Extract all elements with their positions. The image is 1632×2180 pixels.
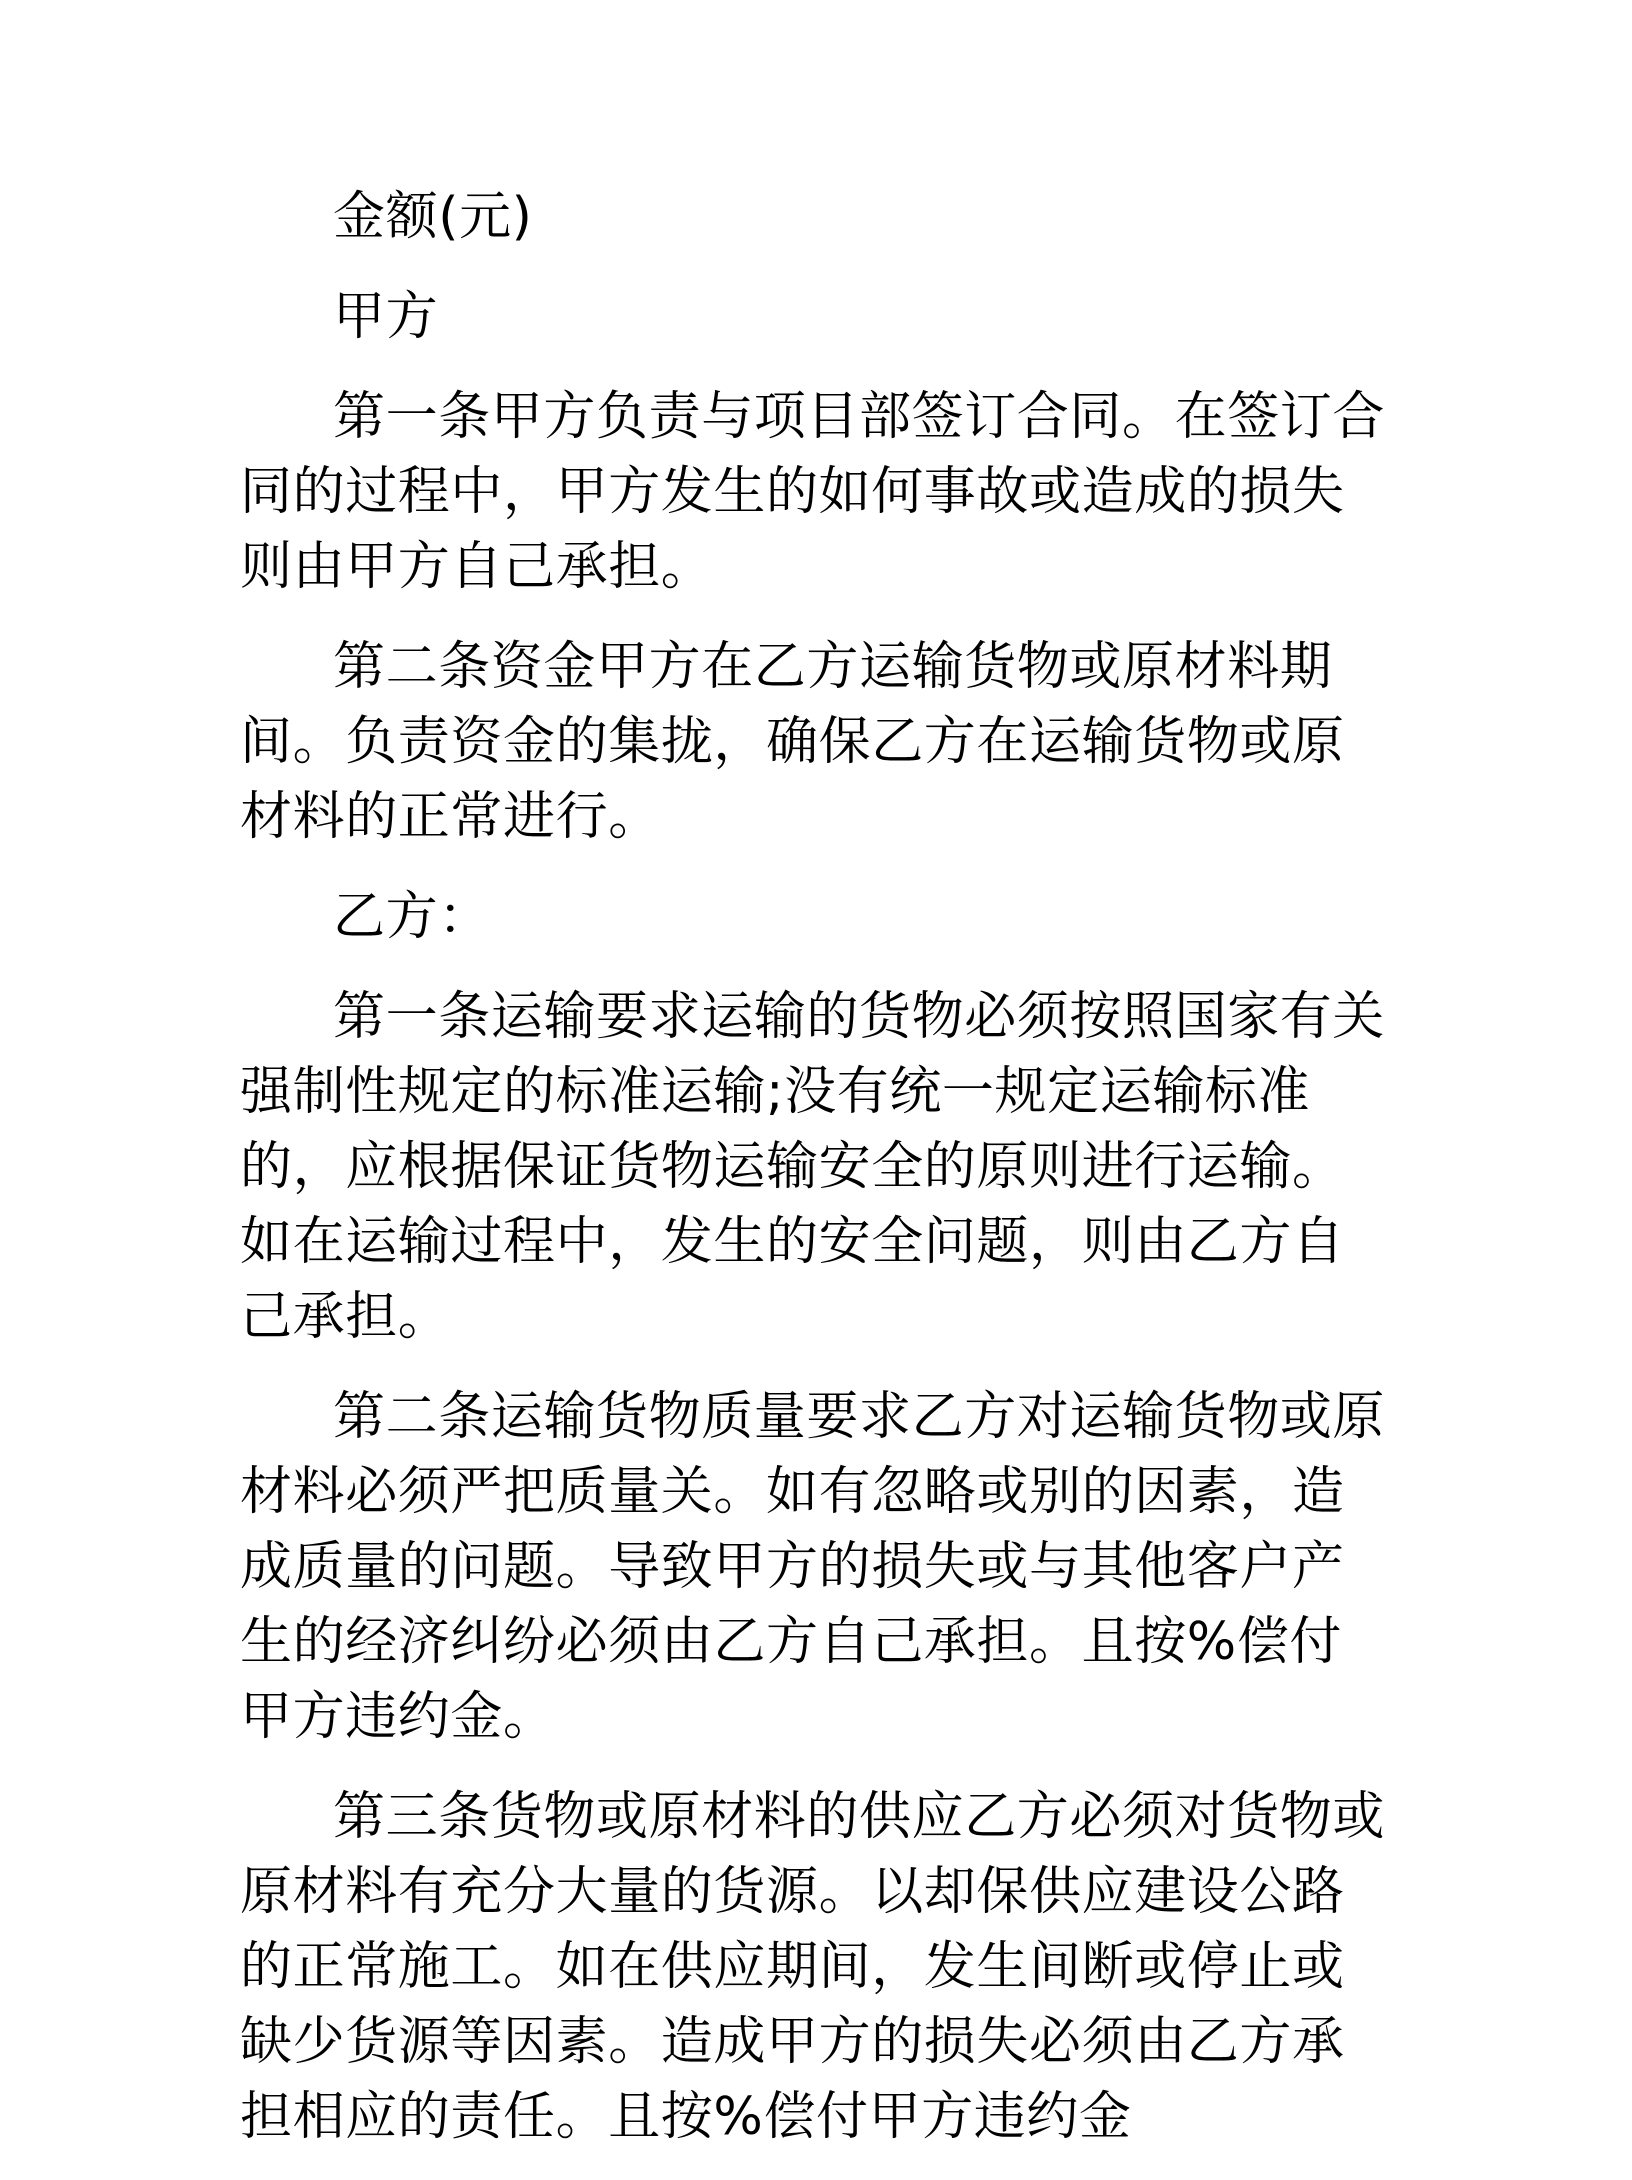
- party-a-heading: 甲方: [333, 287, 439, 347]
- party-b-clause-1: 第一条运输要求运输的货物必须按照国家有关强制性规定的标准运输;没有统一规定运输标准的，应根据保证货物运输安全的原则进行运输。如在运输过程中，发生的安全问题，则由乙方自己承担。: [240, 987, 1386, 1347]
- amount-heading: 金额(元): [333, 187, 533, 247]
- party-b-clause-2: 第二条运输货物质量要求乙方对运输货物或原材料必须严把质量关。如有忽略或别的因素，造成质量的问题。导致甲方的损失或与其他客户产生的经济纠纷必须由乙方自己承担。且按%偿付甲方违约金。: [240, 1387, 1386, 1747]
- document-page: [240, 180, 1392, 2180]
- party-a-clause-2: 第二条资金甲方在乙方运输货物或原材料期间。负责资金的集拢，确保乙方在运输货物或原材料的正常进行。: [240, 637, 1345, 847]
- party-a-clause-1: 第一条甲方负责与项目部签订合同。在签订合同的过程中，甲方发生的如何事故或造成的损失则由甲方自己承担。: [240, 387, 1386, 597]
- party-b-heading: 乙方：: [333, 887, 491, 947]
- party-b-clause-3: 第三条货物或原材料的供应乙方必须对货物或原材料有充分大量的货源。以却保供应建设公路的正常施工。如在供应期间，发生间断或停止或缺少货源等因素。造成甲方的损失必须由乙方承担相应的责任。且按%偿付甲方违约金: [240, 1787, 1386, 2147]
